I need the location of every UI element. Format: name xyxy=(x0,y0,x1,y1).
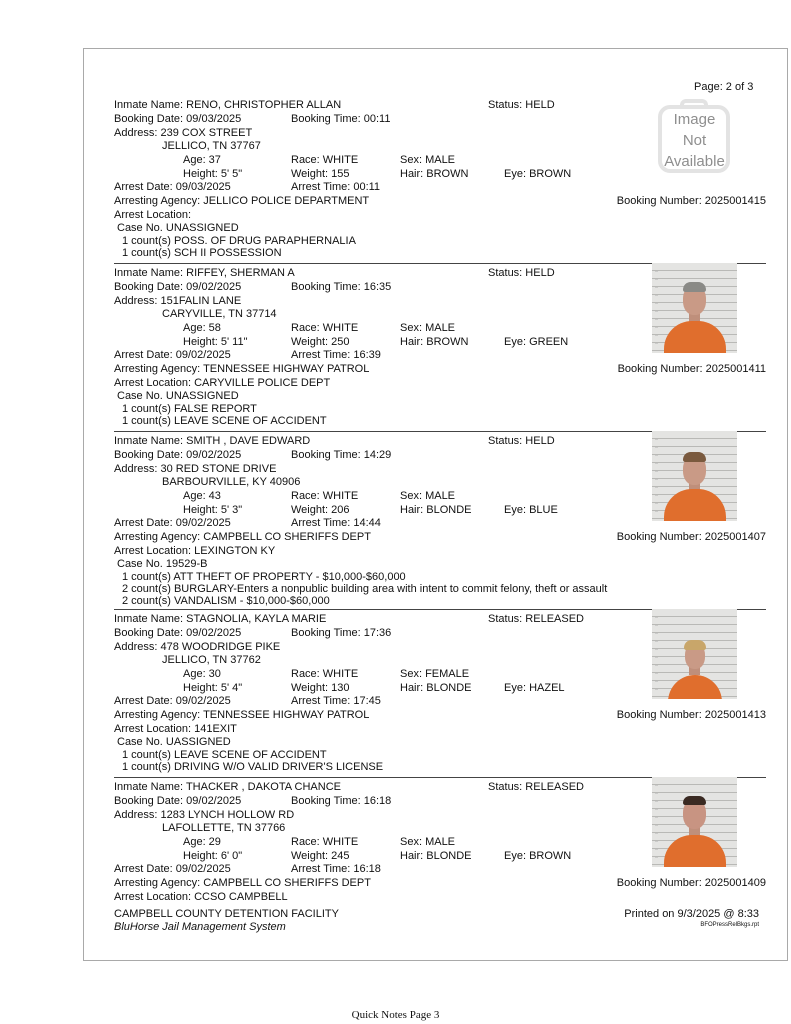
height: Height: 5' 5" xyxy=(183,168,243,180)
eye: Eye: BLUE xyxy=(504,504,558,516)
arrest-location: Arrest Location: 141EXIT xyxy=(114,723,237,735)
no-image-line: Not xyxy=(682,132,707,149)
eye: Eye: BROWN xyxy=(504,168,572,180)
charge-line: 1 count(s) ATT THEFT OF PROPERTY - $10,000-$60,000 xyxy=(122,571,406,583)
race: Race: WHITE xyxy=(291,836,359,848)
race: Race: WHITE xyxy=(291,322,359,334)
charge-line: 1 count(s) POSS. OF DRUG PARAPHERNALIA xyxy=(122,235,356,247)
arrest-location: Arrest Location: xyxy=(114,209,192,221)
hair: Hair: BROWN xyxy=(400,336,469,348)
page-number: Page: 2 of 3 xyxy=(694,81,754,93)
booking-number: Booking Number: 2025001407 xyxy=(616,531,766,543)
eye: Eye: GREEN xyxy=(504,336,569,348)
age: Age: 58 xyxy=(183,322,221,334)
sex: Sex: MALE xyxy=(400,490,456,502)
arrest-date: Arrest Date: 09/02/2025 xyxy=(114,517,231,529)
hair: Hair: BLONDE xyxy=(400,850,472,862)
arrest-time: Arrest Time: 00:11 xyxy=(291,181,381,193)
printed-timestamp: Printed on 9/3/2025 @ 8:33 xyxy=(624,908,759,920)
report-filename: BFOPressRelBkgs.rpt xyxy=(700,922,759,928)
address: Address: 30 RED STONE DRIVE xyxy=(114,463,277,475)
height-ruler: — — — — — — — — — — xyxy=(655,615,658,691)
booking-time: Booking Time: 16:35 xyxy=(291,281,392,293)
case-number: Case No. UASSIGNED xyxy=(117,736,231,748)
arrest-date: Arrest Date: 09/02/2025 xyxy=(114,695,231,707)
inmate-photo xyxy=(652,609,737,699)
inmate-record xyxy=(114,267,766,435)
booking-time: Booking Time: 16:18 xyxy=(291,795,392,807)
case-number: Case No. UNASSIGNED xyxy=(117,390,239,402)
booking-date: Booking Date: 09/03/2025 xyxy=(114,113,242,125)
height: Height: 5' 3" xyxy=(183,504,243,516)
sex: Sex: MALE xyxy=(400,322,456,334)
race: Race: WHITE xyxy=(291,668,359,680)
case-number: Case No. UNASSIGNED xyxy=(117,222,239,234)
status: Status: HELD xyxy=(488,267,555,279)
booking-time: Booking Time: 00:11 xyxy=(291,113,391,125)
city: JELLICO, TN 37762 xyxy=(162,654,261,666)
height: Height: 5' 4" xyxy=(183,682,243,694)
inmate-photo xyxy=(652,263,737,353)
status: Status: HELD xyxy=(488,99,555,111)
weight: Weight: 206 xyxy=(291,504,350,516)
charge-line: 1 count(s) DRIVING W/O VALID DRIVER'S LICENSE xyxy=(122,761,384,773)
booking-number: Booking Number: 2025001411 xyxy=(617,363,766,375)
booking-number: Booking Number: 2025001413 xyxy=(616,709,766,721)
booking-date: Booking Date: 09/02/2025 xyxy=(114,281,242,293)
inmate-name: Inmate Name: RIFFEY, SHERMAN A xyxy=(114,267,295,279)
arrest-time: Arrest Time: 17:45 xyxy=(291,695,381,707)
weight: Weight: 155 xyxy=(291,168,350,180)
city: LAFOLLETTE, TN 37766 xyxy=(162,822,286,834)
no-image-line: Image xyxy=(673,111,716,128)
arrest-time: Arrest Time: 14:44 xyxy=(291,517,381,529)
age: Age: 43 xyxy=(183,490,221,502)
booking-time: Booking Time: 17:36 xyxy=(291,627,392,639)
arresting-agency: Arresting Agency: TENNESSEE HIGHWAY PATROL xyxy=(114,363,370,375)
address: Address: 478 WOODRIDGE PIKE xyxy=(114,641,281,653)
eye: Eye: BROWN xyxy=(504,850,572,862)
arresting-agency: Arresting Agency: TENNESSEE HIGHWAY PATROL xyxy=(114,709,370,721)
inmate-photo xyxy=(652,431,737,521)
arresting-agency: Arresting Agency: JELLICO POLICE DEPARTMENT xyxy=(114,195,370,207)
hair: Hair: BLONDE xyxy=(400,682,472,694)
sex: Sex: FEMALE xyxy=(400,668,470,680)
booking-date: Booking Date: 09/02/2025 xyxy=(114,449,242,461)
sex: Sex: MALE xyxy=(400,154,456,166)
city: JELLICO, TN 37767 xyxy=(162,140,261,152)
charge-line: 2 count(s) BURGLARY-Enters a nonpublic building area with intent to commit felony, theft or assault xyxy=(122,583,608,595)
booking-time: Booking Time: 14:29 xyxy=(291,449,392,461)
inmate-name: Inmate Name: STAGNOLIA, KAYLA MARIE xyxy=(114,613,327,625)
address: Address: 1283 LYNCH HOLLOW RD xyxy=(114,809,295,821)
charge-line: 1 count(s) SCH II POSSESSION xyxy=(122,247,282,259)
height-ruler: — — — — — — — — — — xyxy=(655,783,658,859)
booking-date: Booking Date: 09/02/2025 xyxy=(114,795,242,807)
arresting-agency: Arresting Agency: CAMPBELL CO SHERIFFS DEPT xyxy=(114,877,371,889)
city: BARBOURVILLE, KY 40906 xyxy=(162,476,301,488)
inmate-photo xyxy=(652,777,737,867)
inmate-name: Inmate Name: THACKER , DAKOTA CHANCE xyxy=(114,781,341,793)
arrest-location: Arrest Location: CARYVILLE POLICE DEPT xyxy=(114,377,331,389)
height-ruler: — — — — — — — — — — xyxy=(655,437,658,513)
age: Age: 37 xyxy=(183,154,221,166)
status: Status: RELEASED xyxy=(488,781,584,793)
booking-number: Booking Number: 2025001415 xyxy=(616,195,766,207)
facility-name: CAMPBELL COUNTY DETENTION FACILITY xyxy=(114,908,339,920)
report-page xyxy=(83,48,788,961)
image-not-available-placeholder xyxy=(652,95,737,185)
weight: Weight: 250 xyxy=(291,336,350,348)
height: Height: 6' 0" xyxy=(183,850,243,862)
arrest-location: Arrest Location: LEXINGTON KY xyxy=(114,545,276,557)
height: Height: 5' 11" xyxy=(183,336,248,348)
arrest-date: Arrest Date: 09/03/2025 xyxy=(114,181,231,193)
arrest-time: Arrest Time: 16:39 xyxy=(291,349,381,361)
quick-notes-page-label: Quick Notes Page 3 xyxy=(351,1009,440,1021)
weight: Weight: 245 xyxy=(291,850,350,862)
charge-line: 1 count(s) FALSE REPORT xyxy=(122,403,257,415)
arrest-location: Arrest Location: CCSO CAMPBELL xyxy=(114,891,288,903)
hair: Hair: BROWN xyxy=(400,168,469,180)
weight: Weight: 130 xyxy=(291,682,350,694)
charge-line: 2 count(s) VANDALISM - $10,000-$60,000 xyxy=(122,595,330,607)
race: Race: WHITE xyxy=(291,490,359,502)
inmate-record xyxy=(114,613,766,781)
inmate-record xyxy=(114,99,766,267)
booking-date: Booking Date: 09/02/2025 xyxy=(114,627,242,639)
inmate-record xyxy=(114,435,766,607)
system-name: BluHorse Jail Management System xyxy=(114,921,286,933)
address: Address: 151FALIN LANE xyxy=(114,295,242,307)
no-image-line: Available xyxy=(664,153,725,170)
arrest-date: Arrest Date: 09/02/2025 xyxy=(114,349,231,361)
eye: Eye: HAZEL xyxy=(504,682,565,694)
arrest-date: Arrest Date: 09/02/2025 xyxy=(114,863,231,875)
booking-number: Booking Number: 2025001409 xyxy=(616,877,766,889)
race: Race: WHITE xyxy=(291,154,359,166)
address: Address: 239 COX STREET xyxy=(114,127,253,139)
case-number: Case No. 19529-B xyxy=(117,558,208,570)
inmate-name: Inmate Name: SMITH , DAVE EDWARD xyxy=(114,435,311,447)
hair: Hair: BLONDE xyxy=(400,504,472,516)
charge-line: 1 count(s) LEAVE SCENE OF ACCIDENT xyxy=(122,415,327,427)
sex: Sex: MALE xyxy=(400,836,456,848)
arresting-agency: Arresting Agency: CAMPBELL CO SHERIFFS DEPT xyxy=(114,531,371,543)
status: Status: RELEASED xyxy=(488,613,584,625)
age: Age: 29 xyxy=(183,836,221,848)
height-ruler: — — — — — — — — — — xyxy=(655,269,658,345)
inmate-name: Inmate Name: RENO, CHRISTOPHER ALLAN xyxy=(114,99,342,111)
city: CARYVILLE, TN 37714 xyxy=(162,308,277,320)
age: Age: 30 xyxy=(183,668,221,680)
charge-line: 1 count(s) LEAVE SCENE OF ACCIDENT xyxy=(122,749,327,761)
arrest-time: Arrest Time: 16:18 xyxy=(291,863,381,875)
status: Status: HELD xyxy=(488,435,555,447)
